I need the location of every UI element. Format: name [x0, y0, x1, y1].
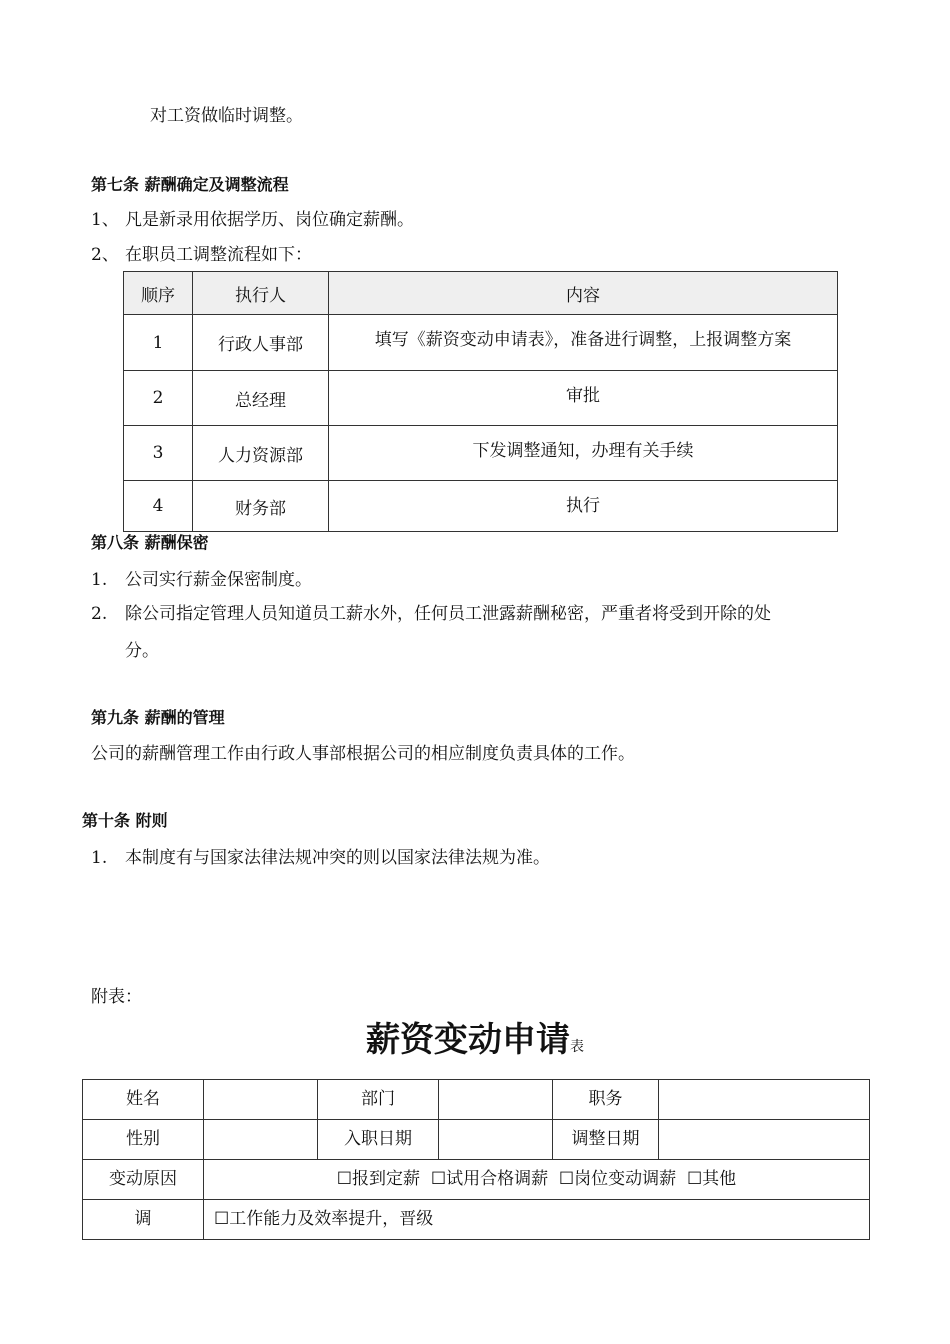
form-row [83, 1120, 870, 1160]
list-text: 公司实行薪金保密制度。 [125, 570, 312, 590]
form-row [83, 1160, 870, 1200]
article-9-text: 公司的薪酬管理工作由行政人事部根据公司的相应制度负责具体的工作。 [91, 744, 635, 764]
list-text: 凡是新录用依据学历、岗位确定薪酬。 [125, 210, 414, 230]
table-header-row [124, 272, 838, 315]
list-number: 1. [91, 570, 108, 590]
list-number: 2. [91, 604, 108, 624]
appendix-label: 附表： [91, 987, 142, 1007]
cell-seq: 2 [124, 371, 193, 426]
list-text: 在职员工调整流程如下： [125, 245, 312, 265]
label-adjust: 调 [83, 1200, 204, 1240]
list-number: 1. [91, 848, 108, 868]
header-seq: 顺序 [124, 272, 193, 315]
form-row [83, 1200, 870, 1240]
list-item [91, 599, 771, 624]
salary-change-form [82, 1079, 870, 1240]
list-item [91, 240, 312, 265]
cell-executor: 行政人事部 [193, 315, 329, 371]
form-title [0, 1012, 950, 1061]
field-department[interactable] [439, 1080, 553, 1120]
list-text: 除公司指定管理人员知道员工薪水外，任何员工泄露薪酬秘密，严重者将受到开除的处 [125, 604, 771, 624]
table-row [124, 481, 838, 532]
field-gender[interactable] [204, 1120, 318, 1160]
label-gender: 性别 [83, 1120, 204, 1160]
adjustment-flow-table [123, 271, 838, 532]
promotion-option[interactable]: ☐工作能力及效率提升，晋级 [204, 1200, 870, 1240]
cell-executor: 财务部 [193, 481, 329, 532]
list-item [91, 565, 312, 590]
header-executor: 执行人 [193, 272, 329, 315]
header-content: 内容 [329, 272, 838, 315]
list-number: 2、 [91, 245, 119, 265]
paragraph-continuation: 对工资做临时调整。 [150, 106, 303, 126]
list-item [91, 205, 414, 230]
label-adjust-date: 调整日期 [553, 1120, 659, 1160]
table-row [124, 426, 838, 481]
cell-content: 审批 [329, 371, 838, 426]
cell-content: 填写《薪资变动申请表》，准备进行调整，上报调整方案 [329, 315, 838, 371]
cell-seq: 4 [124, 481, 193, 532]
list-number: 1、 [91, 210, 119, 230]
cell-executor: 总经理 [193, 371, 329, 426]
label-change-reason: 变动原因 [83, 1160, 204, 1200]
field-adjust-date[interactable] [659, 1120, 870, 1160]
field-position[interactable] [659, 1080, 870, 1120]
field-name[interactable] [204, 1080, 318, 1120]
cell-seq: 1 [124, 315, 193, 371]
cell-content: 下发调整通知，办理有关手续 [329, 426, 838, 481]
article-9-heading: 第九条 薪酬的管理 [91, 708, 225, 727]
cell-executor: 人力资源部 [193, 426, 329, 481]
table-row [124, 371, 838, 426]
article-7-heading: 第七条 薪酬确定及调整流程 [91, 175, 289, 194]
field-hire-date[interactable] [439, 1120, 553, 1160]
form-row [83, 1080, 870, 1120]
label-hire-date: 入职日期 [318, 1120, 439, 1160]
label-department: 部门 [318, 1080, 439, 1120]
cell-seq: 3 [124, 426, 193, 481]
article-8-heading: 第八条 薪酬保密 [91, 533, 209, 552]
form-title-suffix: 表 [570, 1039, 584, 1055]
list-item [91, 843, 550, 868]
label-name: 姓名 [83, 1080, 204, 1120]
list-text: 本制度有与国家法律法规冲突的则以国家法律法规为准。 [125, 848, 550, 868]
list-text-continuation: 分。 [125, 641, 159, 661]
label-position: 职务 [553, 1080, 659, 1120]
cell-content: 执行 [329, 481, 838, 532]
form-title-main: 薪资变动申请 [366, 1020, 570, 1060]
change-reason-options[interactable]: ☐报到定薪 ☐试用合格调薪 ☐岗位变动调薪 ☐其他 [204, 1160, 870, 1200]
table-row [124, 315, 838, 371]
article-10-heading: 第十条 附则 [82, 811, 168, 830]
